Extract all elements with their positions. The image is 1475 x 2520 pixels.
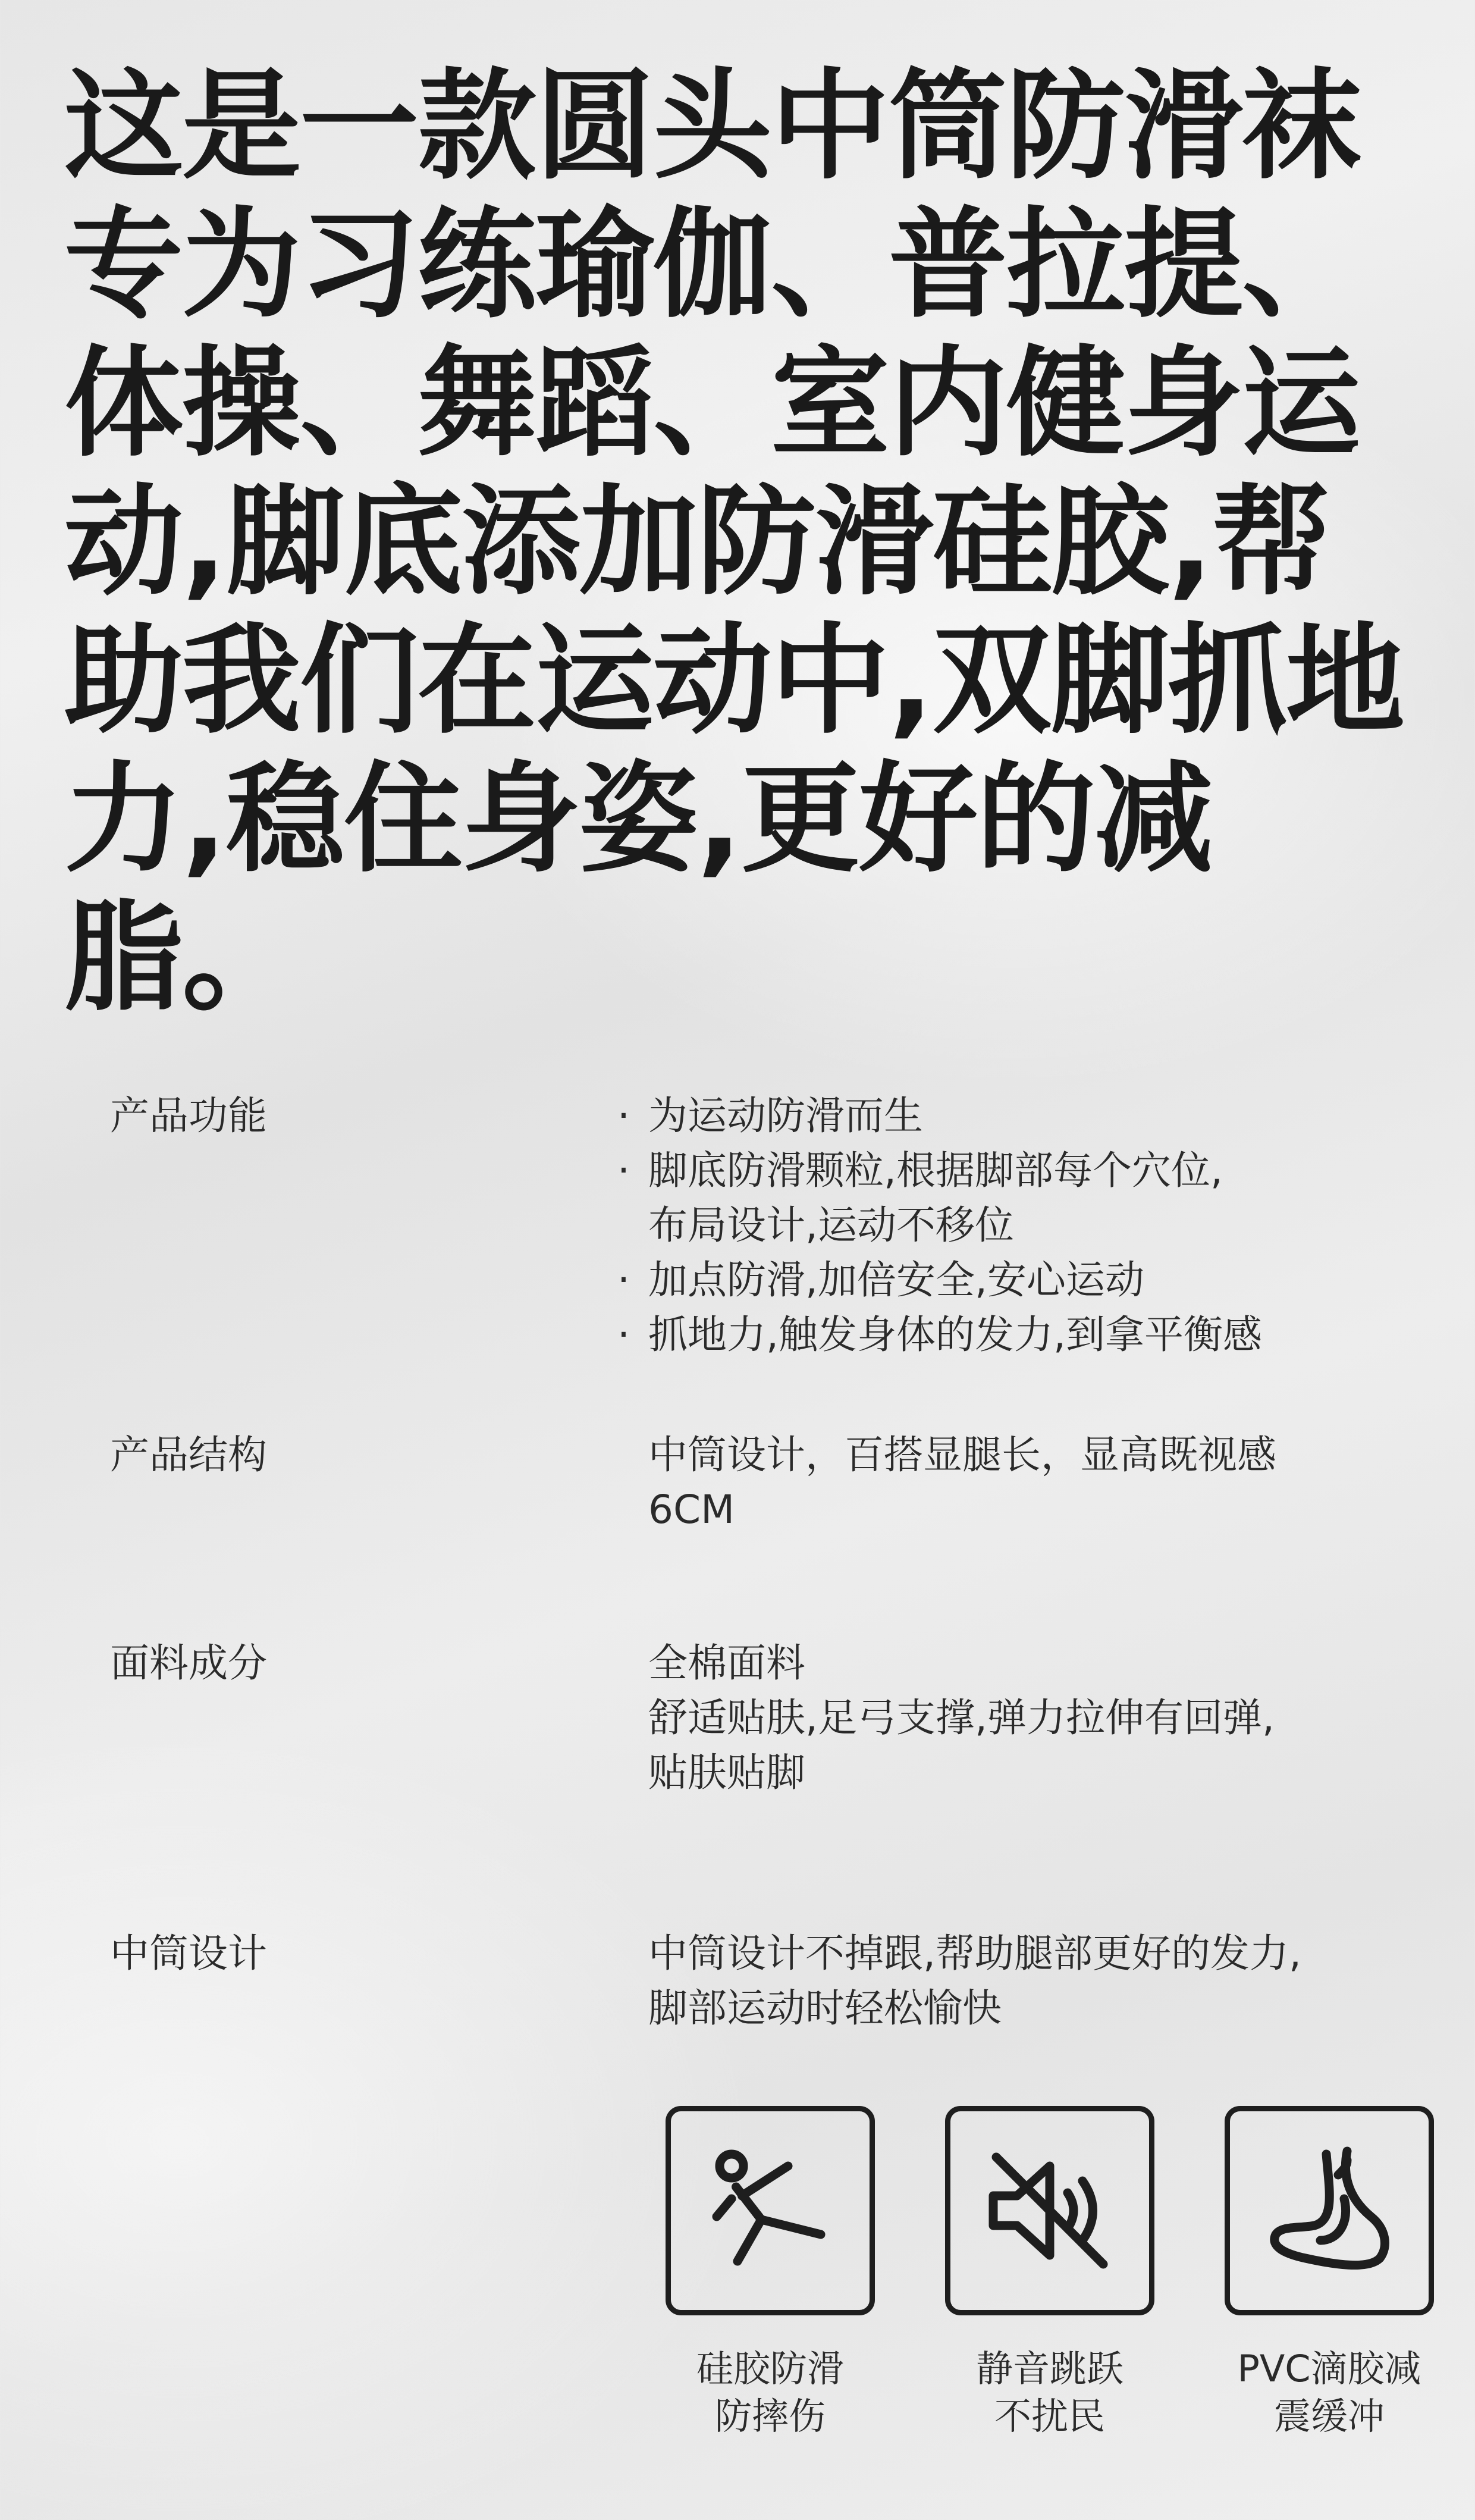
spec-section-mid-tube xyxy=(110,1926,1418,2045)
feature-label-line: 防摔伤 xyxy=(714,2394,826,2438)
feature-label-line: 不扰民 xyxy=(994,2394,1105,2438)
feature-label-line: PVC滴胶减 xyxy=(1237,2347,1421,2390)
spec-line xyxy=(648,1691,1475,1745)
running-person-icon xyxy=(666,2106,875,2315)
feature-label-line: 硅胶防滑 xyxy=(696,2347,844,2390)
feature-label-line: 静音跳跃 xyxy=(975,2347,1123,2390)
spec-line xyxy=(617,1089,1475,1143)
feature-icons xyxy=(645,2106,1442,2463)
spec-content xyxy=(648,1428,1475,1537)
feature-silent xyxy=(925,2106,1175,2440)
feature-cushion xyxy=(1204,2106,1454,2440)
spec-line-text: 加点防滑,加倍安全,安心运动 xyxy=(648,1257,1144,1303)
feature-label xyxy=(1204,2345,1454,2440)
spec-line-text: 6CM xyxy=(648,1487,735,1532)
feature-label xyxy=(645,2345,895,2440)
spec-line-text: 为运动防滑而生 xyxy=(648,1093,923,1139)
spec-line-text: 布局设计,运动不移位 xyxy=(648,1202,1014,1248)
feature-anti-slip xyxy=(645,2106,895,2440)
bullet: · xyxy=(617,1312,630,1358)
spec-label: 面料成分 xyxy=(110,1640,267,1686)
spec-label: 产品结构 xyxy=(110,1432,267,1478)
muted-speaker-icon xyxy=(945,2106,1154,2315)
spec-line xyxy=(648,1482,1475,1537)
spec-content xyxy=(617,1089,1475,1362)
spec-line xyxy=(648,1926,1475,1981)
spec-line-text: 贴肤贴脚 xyxy=(648,1750,805,1795)
spec-line-text: 舒适贴肤,足弓支撑,弹力拉伸有回弹, xyxy=(648,1695,1275,1741)
headline: 这是一款圆头中筒防滑袜专为习练瑜伽、普拉提、体操、舞蹈、室内健身运动,脚底添加防滑硅胶,帮助我们在运动中,双脚抓地力,稳住身姿,更好的减脂。 xyxy=(64,57,1404,1027)
spec-line xyxy=(617,1143,1475,1198)
spec-line-text: 抓地力,触发身体的发力,到拿平衡感 xyxy=(648,1312,1262,1358)
spec-line xyxy=(617,1308,1475,1362)
spec-section-structure xyxy=(110,1428,1418,1547)
spec-line-text: 中筒设计不掉跟,帮助腿部更好的发力, xyxy=(648,1930,1301,1976)
feature-label xyxy=(925,2345,1175,2440)
spec-line xyxy=(648,1428,1475,1482)
spec-line xyxy=(617,1253,1475,1308)
spec-section-function xyxy=(110,1089,1418,1374)
spec-label: 中筒设计 xyxy=(110,1930,267,1976)
spec-label: 产品功能 xyxy=(110,1093,267,1139)
spec-content xyxy=(648,1636,1475,1800)
spec-line xyxy=(648,1981,1475,2036)
bullet: · xyxy=(617,1093,630,1139)
bullet: · xyxy=(617,1257,630,1303)
spec-line xyxy=(648,1745,1475,1800)
foot-icon xyxy=(1225,2106,1434,2315)
spec-content xyxy=(648,1926,1475,2036)
spec-section-material xyxy=(110,1636,1418,1808)
feature-label-line: 震缓冲 xyxy=(1273,2394,1385,2438)
spec-line-text: 全棉面料 xyxy=(648,1640,805,1686)
spec-line-text: 中筒设计，百搭显腿长，显高既视感 xyxy=(648,1432,1276,1478)
spec-line xyxy=(648,1198,1475,1253)
spec-line xyxy=(648,1636,1475,1691)
spec-line-text: 脚底防滑颗粒,根据脚部每个穴位, xyxy=(648,1148,1223,1193)
bullet: · xyxy=(617,1148,630,1193)
spec-line-text: 脚部运动时轻松愉快 xyxy=(648,1985,1002,2031)
